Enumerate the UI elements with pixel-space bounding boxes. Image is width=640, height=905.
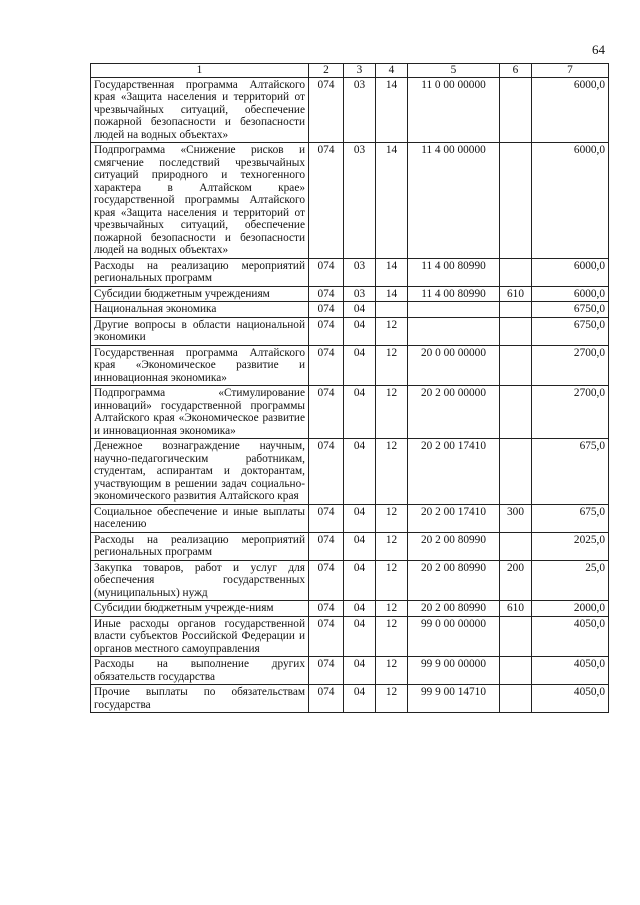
row-subsection-cell: 14 (376, 258, 408, 286)
row-admin-code-cell: 074 (309, 345, 344, 386)
row-name-cell: Денежное вознаграждение научным, научно-педагогическим работникам, студентам, аспирантам и докторантам, участвующим в решении задач социально-экономического развития Алтайского края (91, 439, 309, 505)
table-row (91, 286, 609, 302)
row-subsection-cell: 14 (376, 286, 408, 302)
row-subsection-cell: 12 (376, 317, 408, 345)
row-target-item-cell: 20 2 00 17410 (408, 439, 500, 505)
row-expense-type-cell: 610 (500, 601, 532, 617)
row-amount-cell: 6000,0 (532, 143, 609, 259)
row-expense-type-cell (500, 77, 532, 143)
header-col-5: 5 (408, 64, 500, 78)
row-amount-cell: 4050,0 (532, 657, 609, 685)
row-expense-type-cell (500, 616, 532, 657)
table-row (91, 143, 609, 259)
row-subsection-cell (376, 302, 408, 318)
row-subsection-cell: 12 (376, 386, 408, 439)
row-section-cell: 03 (344, 143, 376, 259)
row-name-cell: Социальное обеспечение и иные выплаты населению (91, 504, 309, 532)
row-section-cell: 04 (344, 685, 376, 713)
table-row (91, 657, 609, 685)
row-section-cell: 03 (344, 258, 376, 286)
row-expense-type-cell (500, 143, 532, 259)
row-target-item-cell: 11 4 00 80990 (408, 258, 500, 286)
row-subsection-cell: 12 (376, 657, 408, 685)
row-admin-code-cell: 074 (309, 317, 344, 345)
row-target-item-cell: 11 0 00 00000 (408, 77, 500, 143)
header-col-1: 1 (91, 64, 309, 78)
row-admin-code-cell: 074 (309, 258, 344, 286)
row-amount-cell: 6750,0 (532, 317, 609, 345)
row-name-cell: Национальная экономика (91, 302, 309, 318)
row-expense-type-cell: 610 (500, 286, 532, 302)
row-section-cell: 04 (344, 616, 376, 657)
row-amount-cell: 2700,0 (532, 386, 609, 439)
row-admin-code-cell: 074 (309, 77, 344, 143)
row-expense-type-cell (500, 532, 532, 560)
row-target-item-cell: 99 9 00 14710 (408, 685, 500, 713)
row-name-cell: Государственная программа Алтайского края «Защита населения и территорий от чрезвычайных ситуаций, обеспечение пожарной безопасности и безопасности людей на водных объектах» (91, 77, 309, 143)
row-target-item-cell (408, 317, 500, 345)
row-target-item-cell: 20 2 00 80990 (408, 601, 500, 617)
table-row (91, 258, 609, 286)
row-section-cell: 04 (344, 317, 376, 345)
row-section-cell: 04 (344, 504, 376, 532)
row-subsection-cell: 12 (376, 685, 408, 713)
row-amount-cell: 2000,0 (532, 601, 609, 617)
row-subsection-cell: 12 (376, 439, 408, 505)
budget-table (90, 63, 609, 713)
row-section-cell: 04 (344, 302, 376, 318)
header-col-3: 3 (344, 64, 376, 78)
row-admin-code-cell: 074 (309, 386, 344, 439)
row-name-cell: Расходы на выполнение других обязательств государства (91, 657, 309, 685)
row-admin-code-cell: 074 (309, 601, 344, 617)
row-name-cell: Расходы на реализацию мероприятий региональных программ (91, 258, 309, 286)
row-amount-cell: 2025,0 (532, 532, 609, 560)
row-section-cell: 04 (344, 657, 376, 685)
row-amount-cell: 6000,0 (532, 77, 609, 143)
row-target-item-cell: 99 0 00 00000 (408, 616, 500, 657)
row-admin-code-cell: 074 (309, 532, 344, 560)
row-amount-cell: 2700,0 (532, 345, 609, 386)
row-target-item-cell: 99 9 00 00000 (408, 657, 500, 685)
table-row (91, 560, 609, 601)
row-expense-type-cell (500, 317, 532, 345)
row-amount-cell: 4050,0 (532, 616, 609, 657)
row-expense-type-cell: 300 (500, 504, 532, 532)
row-section-cell: 04 (344, 601, 376, 617)
row-target-item-cell: 20 2 00 80990 (408, 560, 500, 601)
table-row (91, 685, 609, 713)
table-row (91, 616, 609, 657)
row-name-cell: Расходы на реализацию мероприятий региональных программ (91, 532, 309, 560)
row-section-cell: 03 (344, 286, 376, 302)
table-row (91, 386, 609, 439)
table-row (91, 532, 609, 560)
row-amount-cell: 25,0 (532, 560, 609, 601)
row-expense-type-cell (500, 345, 532, 386)
row-section-cell: 04 (344, 439, 376, 505)
row-admin-code-cell: 074 (309, 616, 344, 657)
row-expense-type-cell (500, 439, 532, 505)
row-name-cell: Субсидии бюджетным учреждениям (91, 286, 309, 302)
row-subsection-cell: 12 (376, 532, 408, 560)
row-target-item-cell: 11 4 00 00000 (408, 143, 500, 259)
row-amount-cell: 6750,0 (532, 302, 609, 318)
row-expense-type-cell (500, 258, 532, 286)
row-admin-code-cell: 074 (309, 286, 344, 302)
row-admin-code-cell: 074 (309, 560, 344, 601)
row-expense-type-cell (500, 302, 532, 318)
row-subsection-cell: 12 (376, 616, 408, 657)
row-subsection-cell: 12 (376, 601, 408, 617)
row-name-cell: Закупка товаров, работ и услуг для обеспечения государственных (муниципальных) нужд (91, 560, 309, 601)
row-name-cell: Подпрограмма «Стимулирование инноваций» государственной программы Алтайского края «Экономическое развитие и инновационная экономика» (91, 386, 309, 439)
table-row (91, 302, 609, 318)
row-section-cell: 03 (344, 77, 376, 143)
row-name-cell: Субсидии бюджетным учрежде-ниям (91, 601, 309, 617)
row-admin-code-cell: 074 (309, 143, 344, 259)
row-admin-code-cell: 074 (309, 685, 344, 713)
table-row (91, 439, 609, 505)
row-name-cell: Подпрограмма «Снижение рисков и смягчение последствий чрезвычайных ситуаций природного и техногенного характера в Алтайском крае» государственной программы Алтайского края «Защита населения и территорий от чрезвычайных ситуаций, обеспечение пожарной безопасности и безопасности людей на водных объектах» (91, 143, 309, 259)
row-amount-cell: 6000,0 (532, 286, 609, 302)
row-name-cell: Иные расходы органов государственной власти субъектов Российской Федерации и органов местного самоуправления (91, 616, 309, 657)
table-row (91, 345, 609, 386)
header-col-2: 2 (309, 64, 344, 78)
table-header-row (91, 64, 609, 78)
row-target-item-cell (408, 302, 500, 318)
header-col-6: 6 (500, 64, 532, 78)
row-subsection-cell: 12 (376, 504, 408, 532)
table-row (91, 317, 609, 345)
row-subsection-cell: 12 (376, 345, 408, 386)
row-name-cell: Государственная программа Алтайского края «Экономическое развитие и инновационная экономика» (91, 345, 309, 386)
row-expense-type-cell (500, 386, 532, 439)
header-col-4: 4 (376, 64, 408, 78)
table-row (91, 601, 609, 617)
row-target-item-cell: 20 2 00 00000 (408, 386, 500, 439)
row-name-cell: Прочие выплаты по обязательствам государства (91, 685, 309, 713)
page-number: 64 (592, 42, 605, 57)
row-target-item-cell: 20 2 00 80990 (408, 532, 500, 560)
row-admin-code-cell: 074 (309, 439, 344, 505)
header-col-7: 7 (532, 64, 609, 78)
row-section-cell: 04 (344, 386, 376, 439)
row-expense-type-cell (500, 657, 532, 685)
row-section-cell: 04 (344, 345, 376, 386)
row-target-item-cell: 11 4 00 80990 (408, 286, 500, 302)
row-subsection-cell: 14 (376, 143, 408, 259)
table-row (91, 77, 609, 143)
row-admin-code-cell: 074 (309, 657, 344, 685)
row-section-cell: 04 (344, 560, 376, 601)
row-target-item-cell: 20 2 00 17410 (408, 504, 500, 532)
row-admin-code-cell: 074 (309, 302, 344, 318)
row-section-cell: 04 (344, 532, 376, 560)
row-admin-code-cell: 074 (309, 504, 344, 532)
row-subsection-cell: 12 (376, 560, 408, 601)
row-expense-type-cell (500, 685, 532, 713)
row-name-cell: Другие вопросы в области национальной экономики (91, 317, 309, 345)
row-expense-type-cell: 200 (500, 560, 532, 601)
row-amount-cell: 675,0 (532, 439, 609, 505)
row-subsection-cell: 14 (376, 77, 408, 143)
row-amount-cell: 4050,0 (532, 685, 609, 713)
row-target-item-cell: 20 0 00 00000 (408, 345, 500, 386)
row-amount-cell: 675,0 (532, 504, 609, 532)
table-row (91, 504, 609, 532)
row-amount-cell: 6000,0 (532, 258, 609, 286)
